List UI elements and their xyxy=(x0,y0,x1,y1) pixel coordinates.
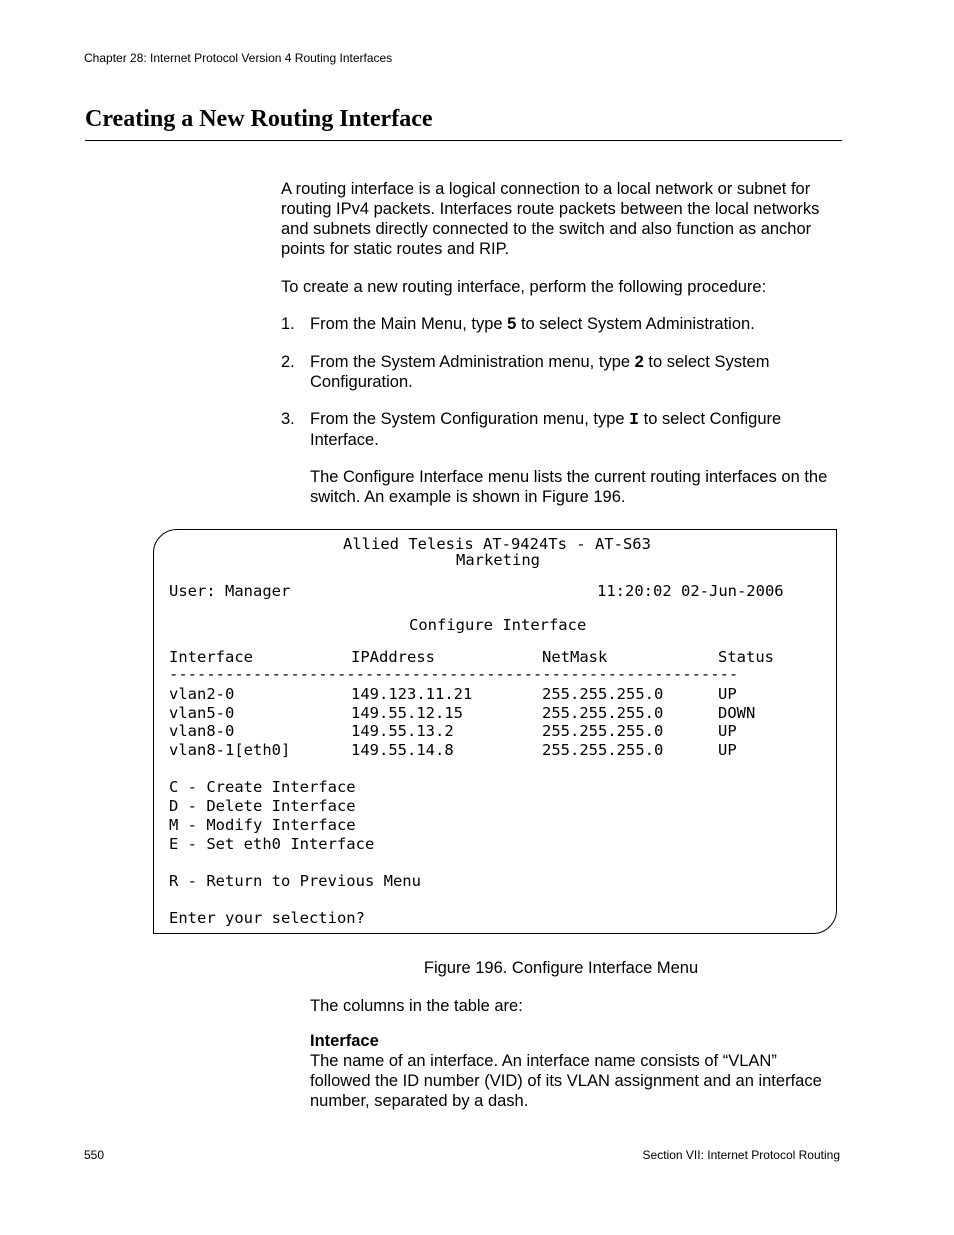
running-header: Chapter 28: Internet Protocol Version 4 Routing Interfaces xyxy=(84,51,393,65)
cell-ip: 149.55.12.15 xyxy=(351,704,463,722)
menu-option-delete: D - Delete Interface xyxy=(169,797,356,815)
menu-option-return: R - Return to Previous Menu xyxy=(169,872,421,890)
screen-product: Allied Telesis AT-9424Ts - AT-S63 xyxy=(343,535,651,553)
section-title: Creating a New Routing Interface xyxy=(85,106,433,132)
step-2-text: From the System Administration menu, type 2 to select System Configuration. xyxy=(310,353,770,391)
menu-option-create: C - Create Interface xyxy=(169,778,356,796)
table-separator: ------------------------------------------------------------- xyxy=(169,665,739,683)
step-number: 1. xyxy=(281,315,295,333)
screen-datetime: 11:20:02 02-Jun-2006 xyxy=(597,582,784,600)
column-header-netmask: NetMask xyxy=(542,648,608,666)
page-number: 550 xyxy=(84,1148,105,1162)
step-key: I xyxy=(629,410,640,429)
screen-menu-title: Configure Interface xyxy=(409,616,587,634)
definition-term: Interface xyxy=(310,1032,379,1050)
cell-mask: 255.255.255.0 xyxy=(542,685,664,703)
step-key: 2 xyxy=(634,353,644,371)
footer-section: Section VII: Internet Protocol Routing xyxy=(642,1148,840,1162)
cell-mask: 255.255.255.0 xyxy=(542,741,664,759)
step-number: 2. xyxy=(281,353,295,371)
screen-user: User: Manager xyxy=(169,582,291,600)
step-1-text: From the Main Menu, type 5 to select System Administration. xyxy=(310,315,755,333)
cell-interface: vlan8-0 xyxy=(169,722,235,740)
column-header-ipaddress: IPAddress xyxy=(351,648,435,666)
figure-caption: Figure 196. Configure Interface Menu xyxy=(423,959,699,977)
cell-status: UP xyxy=(718,722,737,740)
cell-status: DOWN xyxy=(718,704,756,722)
step-3-text: From the System Configuration menu, type I to select Configure Interface. xyxy=(310,410,782,449)
cell-ip: 149.123.11.21 xyxy=(351,685,473,703)
intro-line: points for static routes and RIP. xyxy=(281,240,510,258)
step-number: 3. xyxy=(281,410,295,428)
column-header-interface: Interface xyxy=(169,648,253,666)
selection-prompt: Enter your selection? xyxy=(169,909,365,927)
step-key: 5 xyxy=(507,315,517,333)
columns-intro: The columns in the table are: xyxy=(310,997,523,1015)
cell-interface: vlan5-0 xyxy=(169,704,235,722)
intro-line: A routing interface is a logical connection to a local network or subnet for xyxy=(281,180,811,198)
cell-interface: vlan2-0 xyxy=(169,685,235,703)
step-3-note: The Configure Interface menu lists the current routing interfaces on the switch. An example is shown in Figure 196. xyxy=(310,468,828,506)
intro-paragraph xyxy=(281,179,846,259)
cell-mask: 255.255.255.0 xyxy=(542,722,664,740)
cell-ip: 149.55.14.8 xyxy=(351,741,454,759)
cell-ip: 149.55.13.2 xyxy=(351,722,454,740)
intro-line: and subnets directly connected to the switch and also function as anchor xyxy=(281,220,812,238)
screen-location: Marketing xyxy=(456,551,540,569)
title-rule xyxy=(85,140,842,141)
cell-status: UP xyxy=(718,685,737,703)
cell-mask: 255.255.255.0 xyxy=(542,704,664,722)
column-header-status: Status xyxy=(718,648,774,666)
definition-text: The name of an interface. An interface name consists of “VLAN” followed the ID number (VID) of its VLAN assignment and an interface number, separated by a dash. xyxy=(310,1052,822,1110)
procedure-intro: To create a new routing interface, perform the following procedure: xyxy=(281,278,767,296)
cell-status: UP xyxy=(718,741,737,759)
cell-interface: vlan8-1[eth0] xyxy=(169,741,291,759)
menu-option-eth0: E - Set eth0 Interface xyxy=(169,835,375,853)
intro-line: routing IPv4 packets. Interfaces route packets between the local networks xyxy=(281,200,820,218)
menu-option-modify: M - Modify Interface xyxy=(169,816,356,834)
